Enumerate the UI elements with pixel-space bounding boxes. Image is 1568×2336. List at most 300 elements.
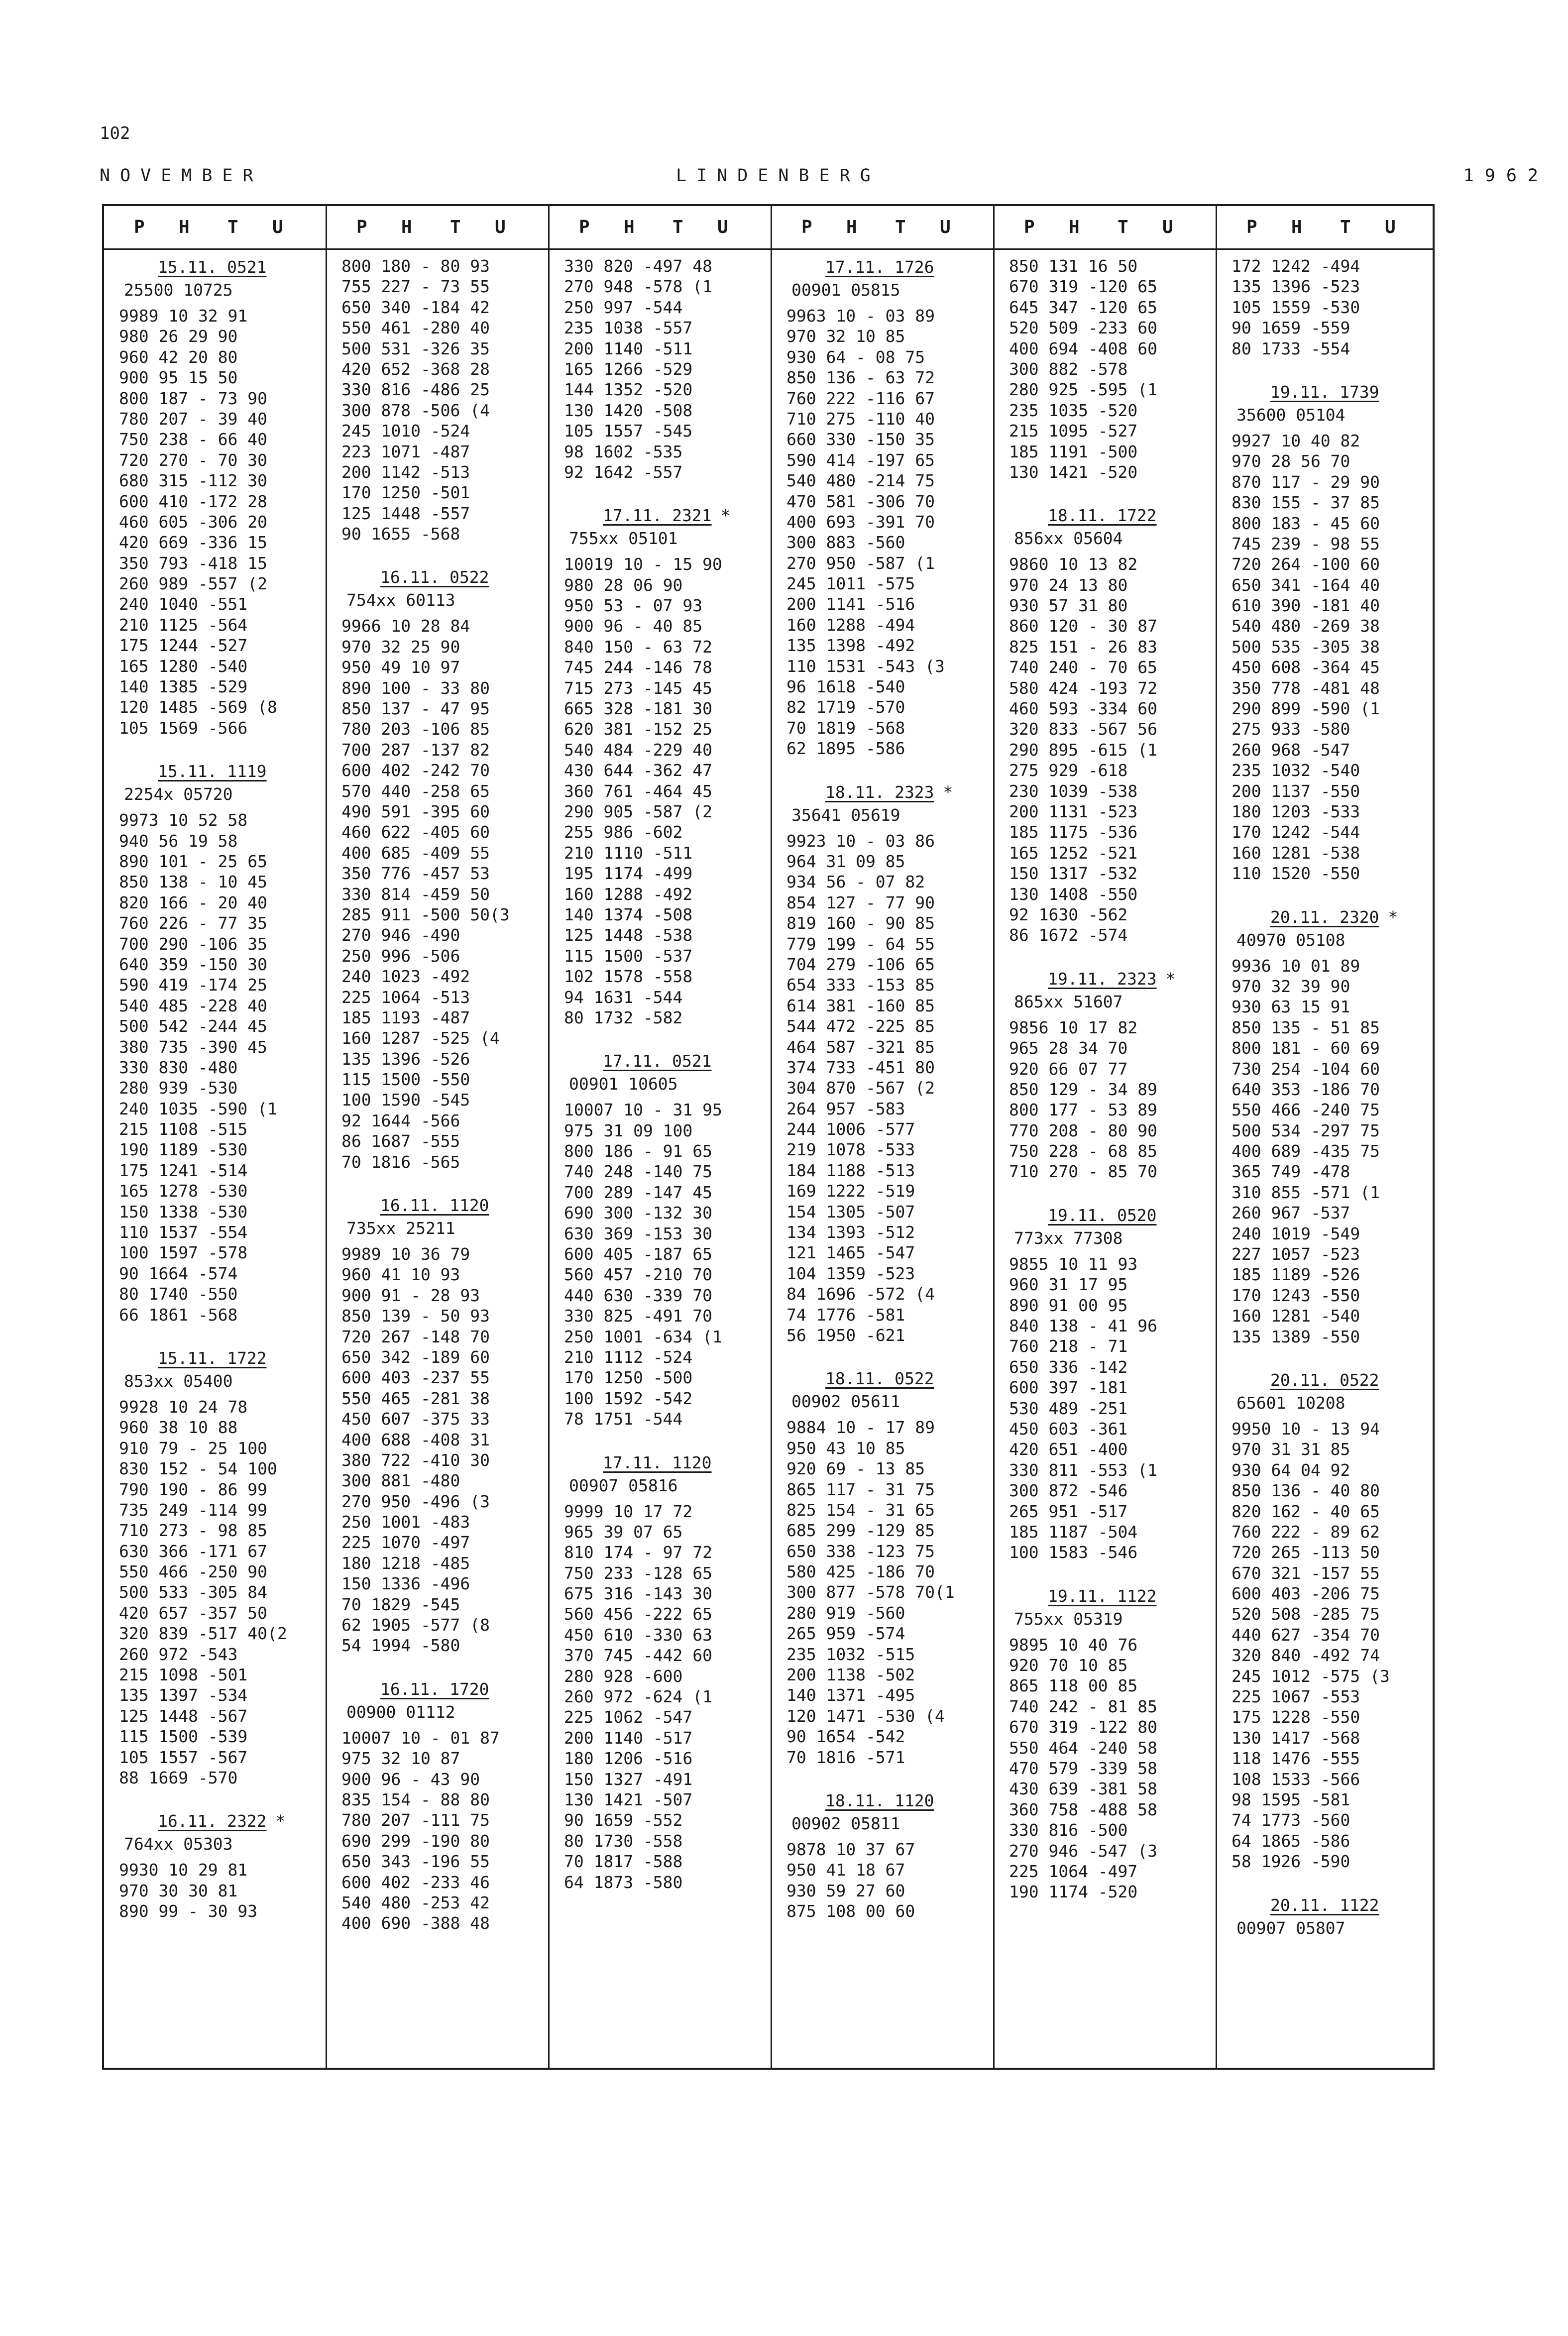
sounding-title-row bbox=[564, 1451, 767, 1474]
table-row: 440 627 -354 70 bbox=[1232, 1625, 1380, 1645]
column-header-group bbox=[549, 206, 772, 248]
table-row: 255 986 -602 bbox=[564, 822, 683, 842]
table-row: 450 603 -361 bbox=[1009, 1419, 1128, 1439]
sounding-title: 20.11. 1122 bbox=[1270, 1895, 1379, 1915]
table-row: 82 1719 -570 bbox=[786, 697, 905, 717]
table-row: 930 59 27 60 bbox=[786, 1881, 905, 1900]
column-header-h: H bbox=[1291, 217, 1302, 237]
column-divider bbox=[1216, 206, 1217, 2068]
table-row: 300 877 -578 70(1 bbox=[786, 1582, 955, 1602]
sounding-id: 35600 05104 bbox=[1236, 405, 1345, 425]
sounding-title-row bbox=[1232, 906, 1434, 929]
table-row: 980 26 29 90 bbox=[119, 327, 238, 346]
table-row: 350 776 -457 53 bbox=[341, 864, 490, 884]
table-row: 180 1203 -533 bbox=[1232, 801, 1360, 821]
table-row: 154 1305 -507 bbox=[786, 1202, 915, 1222]
table-row: 244 1006 -577 bbox=[786, 1119, 915, 1139]
table-row: 825 151 - 26 83 bbox=[1009, 637, 1158, 657]
table-row: 135 1396 -523 bbox=[1232, 277, 1360, 297]
sounding-title-row bbox=[786, 1367, 989, 1390]
table-row: 160 1287 -525 (4 bbox=[341, 1028, 500, 1048]
table-row: 96 1618 -540 bbox=[786, 677, 905, 697]
table-row: 970 28 56 70 bbox=[1232, 451, 1350, 471]
table-row: 300 881 -480 bbox=[341, 1471, 460, 1491]
table-row: 10019 10 - 15 90 bbox=[564, 555, 722, 574]
table-row: 940 56 19 58 bbox=[119, 831, 238, 851]
table-row: 130 1408 -550 bbox=[1009, 884, 1138, 904]
table-row: 74 1773 -560 bbox=[1232, 1810, 1350, 1830]
table-row: 135 1397 -534 bbox=[119, 1685, 248, 1705]
sounding-id: 25500 10725 bbox=[124, 280, 233, 300]
table-row: 540 480 -253 42 bbox=[341, 1892, 490, 1912]
table-row: 890 91 00 95 bbox=[1009, 1295, 1128, 1315]
table-row: 970 31 31 85 bbox=[1232, 1440, 1350, 1459]
column-header-group bbox=[1217, 206, 1439, 248]
table-row: 654 333 -153 85 bbox=[786, 975, 935, 995]
table-row: 245 1012 -575 (3 bbox=[1232, 1666, 1390, 1686]
table-row: 934 56 - 07 82 bbox=[786, 872, 925, 892]
sounding-title-row bbox=[786, 781, 989, 804]
table-row: 120 1471 -530 (4 bbox=[786, 1706, 945, 1726]
table-row: 200 1131 -523 bbox=[1009, 801, 1138, 821]
sounding-id: 2254x 05720 bbox=[124, 784, 233, 804]
sounding-title: 17.11. 1120 bbox=[603, 1452, 712, 1472]
table-row: 780 207 -111 75 bbox=[341, 1810, 490, 1830]
table-row: 210 1110 -511 bbox=[564, 843, 693, 863]
data-column bbox=[1232, 256, 1434, 1944]
data-column bbox=[564, 256, 767, 1892]
table-row: 118 1476 -555 bbox=[1232, 1749, 1360, 1769]
table-row: 970 32 10 85 bbox=[786, 327, 905, 346]
column-header-group bbox=[104, 206, 327, 248]
sounding-id: 35641 05619 bbox=[791, 805, 900, 825]
table-row: 185 1189 -526 bbox=[1232, 1265, 1360, 1285]
table-row: 540 480 -214 75 bbox=[786, 471, 935, 491]
sounding-title: 16.11. 0522 bbox=[380, 567, 489, 587]
column-header-group bbox=[327, 206, 549, 248]
sounding-id: 754xx 60113 bbox=[346, 590, 455, 610]
header-year: 1962 bbox=[1463, 166, 1549, 186]
table-row: 104 1359 -523 bbox=[786, 1263, 915, 1283]
table-row: 185 1191 -500 bbox=[1009, 442, 1138, 461]
sounding-title: 15.11. 1119 bbox=[158, 762, 267, 781]
table-row: 530 489 -251 bbox=[1009, 1398, 1128, 1418]
table-row: 270 946 -490 bbox=[341, 925, 460, 945]
table-row: 790 190 - 86 99 bbox=[119, 1479, 268, 1499]
sounding-id: 65601 10208 bbox=[1236, 1393, 1345, 1413]
table-row: 650 342 -189 60 bbox=[341, 1347, 490, 1367]
table-row: 134 1393 -512 bbox=[786, 1223, 915, 1242]
sounding-title: 16.11. 1720 bbox=[380, 1679, 489, 1699]
table-row: 235 1032 -540 bbox=[1232, 761, 1360, 780]
table-row: 710 275 -110 40 bbox=[786, 409, 935, 429]
table-row: 9928 10 24 78 bbox=[119, 1397, 248, 1417]
table-row: 160 1288 -494 bbox=[786, 615, 915, 635]
sounding-title: 16.11. 1120 bbox=[380, 1196, 489, 1216]
table-row: 750 233 -128 65 bbox=[564, 1563, 713, 1583]
table-row: 910 79 - 25 100 bbox=[119, 1438, 268, 1458]
sounding-title-row bbox=[119, 1810, 322, 1833]
sounding-title: 15.11. 0521 bbox=[158, 257, 267, 277]
table-row: 304 870 -567 (2 bbox=[786, 1078, 935, 1098]
table-row: 875 108 00 60 bbox=[786, 1901, 915, 1921]
table-row: 550 466 -250 90 bbox=[119, 1562, 268, 1582]
table-row: 9856 10 17 82 bbox=[1009, 1017, 1138, 1037]
table-row: 9930 10 29 81 bbox=[119, 1860, 248, 1880]
table-row: 320 833 -567 56 bbox=[1009, 719, 1158, 739]
table-row: 215 1098 -501 bbox=[119, 1665, 248, 1685]
table-row: 690 300 -132 30 bbox=[564, 1203, 713, 1223]
table-row: 260 968 -547 bbox=[1232, 740, 1350, 760]
table-row: 400 685 -409 55 bbox=[341, 843, 490, 863]
table-row: 250 997 -544 bbox=[564, 297, 683, 317]
table-row: 140 1374 -508 bbox=[564, 904, 693, 924]
table-row: 850 137 - 47 95 bbox=[341, 699, 490, 719]
table-row: 102 1578 -558 bbox=[564, 967, 693, 987]
table-row: 890 101 - 25 65 bbox=[119, 851, 268, 871]
table-row: 180 1206 -516 bbox=[564, 1749, 693, 1769]
table-row: 645 347 -120 65 bbox=[1009, 297, 1158, 317]
table-row: 580 425 -186 70 bbox=[786, 1562, 935, 1582]
column-divider bbox=[771, 206, 772, 2068]
column-header-t: T bbox=[1340, 217, 1351, 237]
table-row: 720 270 - 70 30 bbox=[119, 450, 268, 470]
table-row: 460 605 -306 20 bbox=[119, 512, 268, 532]
sounding-id: 865xx 51607 bbox=[1014, 992, 1123, 1011]
table-row: 670 321 -157 55 bbox=[1232, 1563, 1380, 1583]
table-row: 175 1244 -527 bbox=[119, 636, 248, 656]
table-row: 590 414 -197 65 bbox=[786, 450, 935, 470]
column-header-u: U bbox=[495, 217, 506, 237]
table-row: 240 1040 -551 bbox=[119, 594, 248, 614]
table-row: 570 440 -258 65 bbox=[341, 781, 490, 801]
table-row: 235 1035 -520 bbox=[1009, 400, 1138, 420]
table-row: 470 579 -339 58 bbox=[1009, 1759, 1158, 1779]
column-header-h: H bbox=[179, 217, 190, 237]
sounding-block bbox=[119, 738, 322, 1325]
table-row: 630 366 -171 67 bbox=[119, 1541, 268, 1561]
table-row: 930 64 04 92 bbox=[1232, 1460, 1350, 1480]
table-row: 760 226 - 77 35 bbox=[119, 913, 268, 933]
table-row: 860 120 - 30 87 bbox=[1009, 616, 1158, 636]
table-row: 150 1338 -530 bbox=[119, 1202, 248, 1222]
table-row: 650 336 -142 bbox=[1009, 1357, 1128, 1377]
table-row: 330 825 -491 70 bbox=[564, 1306, 713, 1326]
table-row: 710 273 - 98 85 bbox=[119, 1521, 268, 1541]
table-row: 225 1064 -497 bbox=[1009, 1862, 1138, 1881]
sounding-title: 17.11. 2321 bbox=[603, 506, 712, 526]
table-row: 975 32 10 87 bbox=[341, 1749, 460, 1769]
table-row: 740 240 - 70 65 bbox=[1009, 658, 1158, 677]
table-row: 64 1865 -586 bbox=[1232, 1831, 1350, 1851]
table-row: 9878 10 37 67 bbox=[786, 1840, 915, 1859]
table-row: 745 244 -146 78 bbox=[564, 658, 713, 677]
table-row: 420 657 -357 50 bbox=[119, 1603, 268, 1623]
sounding-block bbox=[1009, 1182, 1212, 1563]
sounding-block bbox=[564, 482, 767, 1028]
table-row: 80 1740 -550 bbox=[119, 1284, 238, 1304]
table-row: 121 1465 -547 bbox=[786, 1243, 915, 1263]
data-column bbox=[786, 256, 989, 1922]
table-row: 108 1533 -566 bbox=[1232, 1769, 1360, 1789]
table-row: 280 925 -595 (1 bbox=[1009, 380, 1158, 400]
table-row: 920 69 - 13 85 bbox=[786, 1459, 925, 1479]
table-row: 125 1448 -538 bbox=[564, 925, 693, 945]
asterisk-mark: * bbox=[1388, 907, 1398, 927]
sounding-title: 19.11. 1739 bbox=[1270, 382, 1379, 402]
table-row: 540 484 -229 40 bbox=[564, 740, 713, 760]
sounding-block bbox=[786, 1345, 989, 1768]
table-row: 550 465 -281 38 bbox=[341, 1388, 490, 1408]
sounding-title-row bbox=[564, 1050, 767, 1073]
sounding-title-row bbox=[341, 566, 544, 589]
table-row: 720 264 -100 60 bbox=[1232, 555, 1380, 574]
table-row: 840 150 - 63 72 bbox=[564, 637, 713, 657]
table-row: 720 265 -113 50 bbox=[1232, 1543, 1380, 1562]
sounding-block bbox=[341, 1656, 544, 1934]
table-row: 820 162 - 40 65 bbox=[1232, 1501, 1380, 1521]
column-header-t: T bbox=[672, 217, 683, 237]
table-row: 960 41 10 93 bbox=[341, 1265, 460, 1285]
sounding-title-row bbox=[119, 1347, 322, 1370]
table-row: 470 581 -306 70 bbox=[786, 491, 935, 511]
table-row: 430 639 -381 58 bbox=[1009, 1779, 1158, 1799]
sounding-title: 18.11. 1120 bbox=[825, 1791, 934, 1810]
table-row: 735 249 -114 99 bbox=[119, 1500, 268, 1520]
table-row: 270 950 -587 (1 bbox=[786, 553, 935, 573]
sounding-id: 853xx 05400 bbox=[124, 1371, 233, 1391]
table-row: 540 485 -228 40 bbox=[119, 996, 268, 1015]
table-row: 720 267 -148 70 bbox=[341, 1327, 490, 1346]
sounding-block bbox=[1009, 1563, 1212, 1902]
sounding-block bbox=[1232, 1872, 1434, 1940]
table-row: 240 1023 -492 bbox=[341, 967, 470, 987]
column-header-t: T bbox=[227, 217, 238, 237]
table-row: 770 208 - 80 90 bbox=[1009, 1120, 1158, 1140]
sounding-block bbox=[1232, 884, 1434, 1347]
table-row: 970 30 30 81 bbox=[119, 1881, 238, 1900]
table-row: 330 820 -497 48 bbox=[564, 256, 713, 276]
table-row: 760 218 - 71 bbox=[1009, 1336, 1128, 1356]
column-header-p: P bbox=[579, 217, 590, 237]
table-row: 665 328 -181 30 bbox=[564, 699, 713, 719]
sounding-title: 17.11. 1726 bbox=[825, 257, 934, 277]
table-row: 360 758 -488 58 bbox=[1009, 1799, 1158, 1819]
table-row: 290 899 -590 (1 bbox=[1232, 699, 1380, 719]
table-row: 215 1108 -515 bbox=[119, 1119, 248, 1139]
table-row: 460 622 -405 60 bbox=[341, 822, 490, 842]
table-row: 850 136 - 63 72 bbox=[786, 368, 935, 388]
table-row: 740 242 - 81 85 bbox=[1009, 1696, 1158, 1716]
table-row: 275 933 -580 bbox=[1232, 719, 1350, 739]
sounding-block bbox=[1232, 1347, 1434, 1872]
table-row: 56 1950 -621 bbox=[786, 1325, 905, 1345]
sounding-title: 19.11. 2323 bbox=[1048, 969, 1157, 989]
table-row: 265 959 -574 bbox=[786, 1624, 905, 1644]
table-row: 115 1500 -539 bbox=[119, 1727, 248, 1747]
table-row: 975 31 09 100 bbox=[564, 1120, 693, 1140]
column-header-p: P bbox=[1024, 217, 1035, 237]
table-row: 330 830 -480 bbox=[119, 1057, 238, 1077]
table-row: 62 1905 -577 (8 bbox=[341, 1615, 490, 1635]
table-row: 100 1590 -545 bbox=[341, 1090, 470, 1110]
table-row: 160 1281 -538 bbox=[1232, 843, 1360, 863]
table-row: 520 508 -285 75 bbox=[1232, 1604, 1380, 1624]
sounding-id: 00907 05816 bbox=[569, 1475, 678, 1495]
column-header-p: P bbox=[801, 217, 812, 237]
table-row: 9989 10 32 91 bbox=[119, 306, 248, 326]
table-row: 200 1140 -517 bbox=[564, 1728, 693, 1748]
table-row: 560 457 -210 70 bbox=[564, 1265, 713, 1285]
sounding-title: 20.11. 0522 bbox=[1270, 1370, 1379, 1390]
table-row: 970 32 39 90 bbox=[1232, 976, 1350, 996]
table-row: 850 135 - 51 85 bbox=[1232, 1017, 1380, 1037]
table-row: 90 1659 -552 bbox=[564, 1810, 683, 1830]
table-row: 260 972 -624 (1 bbox=[564, 1687, 713, 1707]
table-row: 80 1733 -554 bbox=[1232, 338, 1350, 358]
table-row: 245 1010 -524 bbox=[341, 421, 470, 441]
table-row: 240 1035 -590 (1 bbox=[119, 1099, 277, 1118]
table-row: 750 238 - 66 40 bbox=[119, 430, 268, 449]
table-row: 105 1569 -566 bbox=[119, 718, 248, 738]
table-row: 170 1250 -501 bbox=[341, 483, 470, 503]
table-row: 544 472 -225 85 bbox=[786, 1016, 935, 1036]
table-row: 750 228 - 68 85 bbox=[1009, 1141, 1158, 1161]
table-row: 850 139 - 50 93 bbox=[341, 1306, 490, 1326]
table-row: 630 369 -153 30 bbox=[564, 1224, 713, 1243]
table-row: 610 390 -181 40 bbox=[1232, 596, 1380, 616]
sounding-block bbox=[786, 256, 989, 759]
table-row: 86 1687 -555 bbox=[341, 1131, 460, 1151]
table-row: 250 996 -506 bbox=[341, 946, 460, 966]
sounding-block bbox=[564, 256, 767, 482]
asterisk-mark: * bbox=[275, 1811, 286, 1831]
table-row: 240 1019 -549 bbox=[1232, 1224, 1360, 1243]
table-row: 580 424 -193 72 bbox=[1009, 678, 1158, 698]
table-row: 670 319 -122 80 bbox=[1009, 1717, 1158, 1737]
table-row: 70 1819 -568 bbox=[786, 718, 905, 738]
table-row: 165 1280 -540 bbox=[119, 656, 248, 676]
table-row: 169 1222 -519 bbox=[786, 1181, 915, 1201]
table-row: 600 397 -181 bbox=[1009, 1378, 1128, 1398]
table-row: 66 1861 -568 bbox=[119, 1305, 238, 1325]
table-row: 150 1336 -496 bbox=[341, 1574, 470, 1594]
table-row: 865 117 - 31 75 bbox=[786, 1479, 935, 1499]
sounding-title: 19.11. 0520 bbox=[1048, 1205, 1157, 1225]
table-row: 215 1095 -527 bbox=[1009, 421, 1138, 441]
table-row: 550 466 -240 75 bbox=[1232, 1100, 1380, 1120]
table-row: 195 1174 -499 bbox=[564, 864, 693, 884]
sounding-title-row bbox=[119, 256, 322, 279]
table-row: 330 811 -553 (1 bbox=[1009, 1460, 1158, 1480]
table-row: 420 652 -368 28 bbox=[341, 359, 490, 379]
table-row: 200 1140 -511 bbox=[564, 338, 693, 358]
table-row: 950 43 10 85 bbox=[786, 1438, 905, 1458]
table-row: 300 872 -546 bbox=[1009, 1481, 1128, 1501]
table-row: 600 403 -206 75 bbox=[1232, 1584, 1380, 1604]
column-header-p: P bbox=[1246, 217, 1257, 237]
table-row: 779 199 - 64 55 bbox=[786, 934, 935, 954]
sounding-id: 755xx 05101 bbox=[569, 529, 678, 549]
table-row: 9966 10 28 84 bbox=[341, 616, 470, 636]
table-row: 965 28 34 70 bbox=[1009, 1038, 1128, 1058]
table-row: 235 1038 -557 bbox=[564, 318, 693, 338]
table-row: 450 610 -330 63 bbox=[564, 1625, 713, 1645]
table-row: 9895 10 40 76 bbox=[1009, 1635, 1138, 1655]
table-row: 900 96 - 43 90 bbox=[341, 1769, 480, 1789]
table-row: 120 1485 -569 (8 bbox=[119, 697, 277, 717]
table-row: 330 816 -500 bbox=[1009, 1820, 1128, 1840]
table-row: 830 152 - 54 100 bbox=[119, 1459, 277, 1479]
table-row: 520 509 -233 60 bbox=[1009, 318, 1158, 338]
table-row: 92 1644 -566 bbox=[341, 1111, 460, 1130]
table-row: 930 63 15 91 bbox=[1232, 997, 1350, 1017]
table-row: 150 1327 -491 bbox=[564, 1769, 693, 1789]
table-row: 9936 10 01 89 bbox=[1232, 956, 1360, 976]
sounding-block bbox=[119, 1325, 322, 1788]
table-row: 227 1057 -523 bbox=[1232, 1244, 1360, 1264]
table-row: 890 100 - 33 80 bbox=[341, 678, 490, 698]
table-row: 90 1659 -559 bbox=[1232, 318, 1350, 338]
page-number: 102 bbox=[100, 123, 130, 143]
table-row: 235 1032 -515 bbox=[786, 1644, 915, 1664]
table-row: 650 341 -164 40 bbox=[1232, 575, 1380, 595]
sounding-block bbox=[786, 759, 989, 1346]
table-row: 9973 10 52 58 bbox=[119, 810, 248, 830]
table-row: 965 39 07 65 bbox=[564, 1522, 683, 1542]
table-row: 620 381 -152 25 bbox=[564, 719, 713, 739]
table-row: 270 946 -547 (3 bbox=[1009, 1841, 1158, 1861]
column-divider bbox=[326, 206, 327, 2068]
column-header-h: H bbox=[401, 217, 412, 237]
sounding-id: 00901 05815 bbox=[791, 280, 900, 300]
table-row: 800 181 - 60 69 bbox=[1232, 1038, 1380, 1058]
sounding-block bbox=[564, 1028, 767, 1429]
table-row: 830 155 - 37 85 bbox=[1232, 493, 1380, 513]
table-row: 78 1751 -544 bbox=[564, 1409, 683, 1429]
table-row: 86 1672 -574 bbox=[1009, 925, 1128, 945]
table-row: 64 1873 -580 bbox=[564, 1872, 683, 1892]
table-row: 840 138 - 41 96 bbox=[1009, 1316, 1158, 1336]
table-row: 700 287 -137 82 bbox=[341, 740, 490, 760]
table-row: 854 127 - 77 90 bbox=[786, 892, 935, 912]
table-row: 420 651 -400 bbox=[1009, 1440, 1128, 1459]
sounding-title: 18.11. 0522 bbox=[825, 1369, 934, 1389]
table-row: 100 1597 -578 bbox=[119, 1243, 248, 1263]
column-header-t: T bbox=[895, 217, 906, 237]
table-row: 320 840 -492 74 bbox=[1232, 1646, 1380, 1666]
sounding-id: 00900 01112 bbox=[346, 1702, 455, 1722]
table-row: 650 338 -123 75 bbox=[786, 1541, 935, 1561]
table-row: 835 154 - 88 80 bbox=[341, 1790, 490, 1809]
table-row: 374 733 -451 80 bbox=[786, 1057, 935, 1077]
sounding-id: 773xx 77308 bbox=[1014, 1228, 1123, 1248]
table-row: 160 1288 -492 bbox=[564, 884, 693, 904]
table-row: 950 41 18 67 bbox=[786, 1860, 905, 1880]
table-row: 400 689 -435 75 bbox=[1232, 1141, 1380, 1161]
table-row: 964 31 09 85 bbox=[786, 851, 905, 871]
table-row: 70 1829 -545 bbox=[341, 1594, 460, 1614]
table-row: 260 972 -543 bbox=[119, 1644, 238, 1664]
table-row: 260 967 -537 bbox=[1232, 1203, 1350, 1223]
table-row: 660 330 -150 35 bbox=[786, 430, 935, 449]
sounding-title-row bbox=[786, 1789, 989, 1812]
table-row: 650 343 -196 55 bbox=[341, 1852, 490, 1872]
table-row: 600 403 -237 55 bbox=[341, 1368, 490, 1388]
table-row: 62 1895 -586 bbox=[786, 739, 905, 759]
column-header-p: P bbox=[356, 217, 367, 237]
table-row: 755 227 - 73 55 bbox=[341, 277, 490, 297]
